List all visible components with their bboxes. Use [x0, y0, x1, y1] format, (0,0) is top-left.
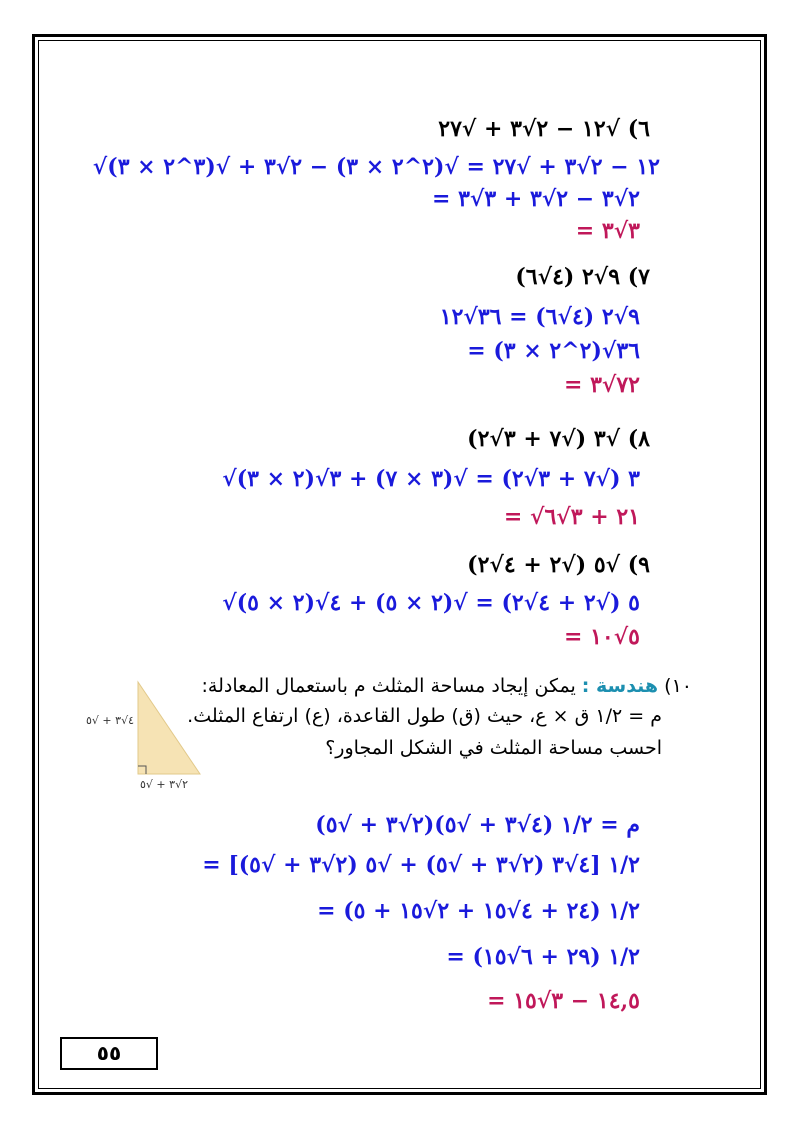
problem-10-step-4: = ١/٢ (٢٩ + ٦√١٥) — [446, 944, 640, 970]
problem-7-step-1: ٩√٢ (٤√٦) = ٣٦√١٢ — [439, 304, 640, 330]
problem-10-statement — [202, 672, 692, 700]
problem-9-answer: = ٥√١٠ — [563, 624, 640, 650]
problem-10-answer: = ١٤,٥ − ٣√١٥ — [487, 988, 640, 1014]
problem-10-text-3: احسب مساحة المثلث في الشكل المجاور؟ — [325, 737, 662, 759]
problem-6-answer: = ٣√٣ — [575, 218, 640, 244]
problem-8-answer: = √٢١ + ٣√٦ — [503, 504, 640, 530]
problem-10-step-1: م = ١/٢ (٤√٣ + √٥)(٢√٣ + √٥) — [315, 812, 640, 838]
problem-6-question: ٦) √١٢ − ٢√٣ + √٢٧ — [438, 116, 650, 142]
problem-10-step-3: = ١/٢ (٢٤ + ٤√١٥ + ٢√١٥ + ٥) — [317, 898, 640, 924]
triangle-base-label: ٢√٣ + √٥ — [140, 778, 189, 791]
page-border-inner — [38, 40, 761, 1089]
problem-10-text-2: م = ١/٢ ق × ع، حيث (ق) طول القاعدة، (ع) ارتفاع المثلث. — [187, 705, 662, 727]
problem-10-text-1: يمكن إيجاد مساحة المثلث م باستعمال المعادلة: — [201, 675, 576, 697]
triangle-figure — [86, 676, 233, 798]
problem-8-question: ٨) √٣ (√٧ + ٣√٢) — [467, 426, 650, 452]
page-number: ٥٥ — [60, 1037, 158, 1070]
problem-10-keyword: هندسة : — [581, 675, 659, 697]
problem-9-question: ٩) √٥ (√٢ + ٤√٢) — [467, 552, 650, 578]
triangle-height-label: ٤√٣ + √٥ — [86, 714, 135, 727]
problem-8-step-1: √٣ (√٧ + ٣√٢) = √(٣ × ٧) + ٣√(٢ × ٣) — [222, 466, 640, 492]
problem-9-step-1: √٥ (√٢ + ٤√٢) = √(٢ × ٥) + ٤√(٢ × ٥) — [222, 590, 640, 616]
problem-7-answer: = ٧٢√٣ — [563, 372, 640, 398]
problem-6-step-2: = ٢√٣ − ٢√٣ + ٣√٣ — [432, 186, 640, 212]
problem-10-number: ١٠) — [664, 675, 692, 697]
problem-7-step-2: = ٣٦√(٢^٢ × ٣) — [467, 338, 640, 364]
problem-7-question: ٧) ٩√٢ (٤√٦) — [515, 264, 650, 290]
problem-6-step-1: √١٢ − ٢√٣ + √٢٧ = √(٢^٢ × ٣) − ٢√٣ + √(٣^٢ × ٣) — [92, 154, 660, 180]
problem-10-step-2: = ١/٢ [٤√٣ (٢√٣ + √٥) + √٥ (٢√٣ + √٥)] — [202, 852, 640, 878]
